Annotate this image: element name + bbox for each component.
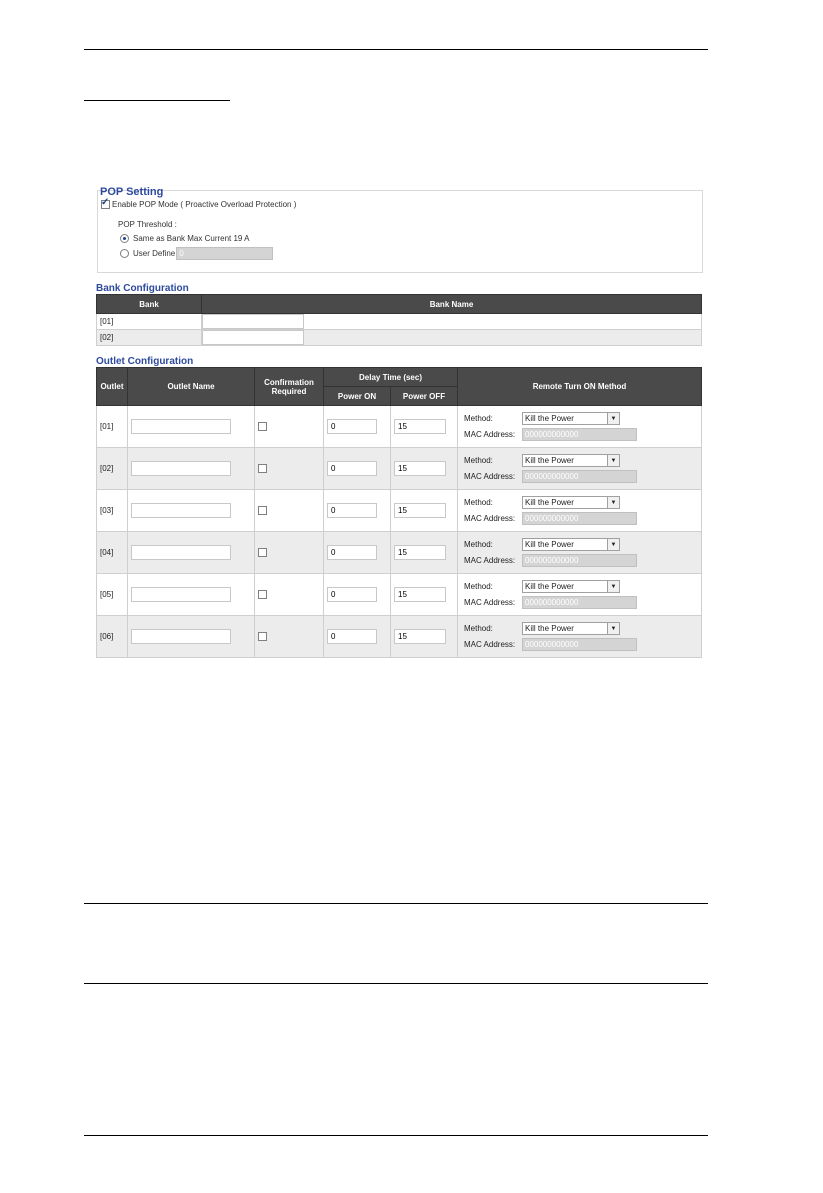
- method-value: Kill the Power: [525, 498, 574, 507]
- method-value: Kill the Power: [525, 414, 574, 423]
- method-label: Method:: [464, 582, 493, 591]
- outlet-name-input[interactable]: [131, 629, 231, 644]
- outlet-header: Outlet: [97, 368, 128, 406]
- power-on-header: Power ON: [324, 387, 391, 406]
- chevron-down-icon: ▼: [607, 413, 619, 424]
- table-row: [97, 616, 702, 658]
- threshold-user-row: [120, 247, 273, 260]
- mac-label: MAC Address:: [464, 514, 516, 523]
- threshold-user-input[interactable]: 0: [176, 247, 273, 260]
- power-on-input[interactable]: 0: [327, 545, 377, 560]
- remote-method-header: Remote Turn ON Method: [458, 368, 702, 406]
- pop-threshold-label: POP Threshold :: [118, 220, 177, 229]
- bank-id: [02]: [97, 330, 202, 346]
- confirmation-checkbox[interactable]: [258, 464, 267, 473]
- method-select[interactable]: [522, 496, 620, 509]
- power-off-input[interactable]: 15: [394, 545, 446, 560]
- mac-label: MAC Address:: [464, 556, 516, 565]
- method-label: Method:: [464, 624, 493, 633]
- confirmation-checkbox[interactable]: [258, 590, 267, 599]
- confirmation-header: Confirmation Required: [255, 368, 324, 406]
- bank-name-input[interactable]: [202, 314, 304, 329]
- bank-header: Bank: [97, 295, 202, 314]
- power-on-input[interactable]: 0: [327, 461, 377, 476]
- power-off-input[interactable]: 15: [394, 461, 446, 476]
- method-select[interactable]: [522, 622, 620, 635]
- chevron-down-icon: ▼: [607, 497, 619, 508]
- power-off-input[interactable]: 15: [394, 419, 446, 434]
- method-select[interactable]: [522, 580, 620, 593]
- power-off-header: Power OFF: [391, 387, 458, 406]
- outlet-id: [01]: [97, 406, 128, 448]
- enable-pop-row: [101, 200, 296, 209]
- table-row: [97, 532, 702, 574]
- method-value: Kill the Power: [525, 456, 574, 465]
- table-row: [97, 406, 702, 448]
- threshold-same-label: Same as Bank Max Current 19 A: [133, 234, 250, 243]
- enable-pop-checkbox[interactable]: [101, 200, 110, 209]
- bank-table: [96, 294, 702, 346]
- power-off-input[interactable]: 15: [394, 587, 446, 602]
- mac-address-input[interactable]: 000000000000: [522, 428, 637, 441]
- threshold-same-radio[interactable]: [120, 234, 129, 243]
- mac-label: MAC Address:: [464, 640, 516, 649]
- note-rule-top: [84, 903, 708, 904]
- power-on-input[interactable]: 0: [327, 629, 377, 644]
- outlet-name-input[interactable]: [131, 503, 231, 518]
- outlet-config-title: Outlet Configuration: [96, 356, 194, 367]
- outlet-table: [96, 367, 702, 658]
- bank-name-input[interactable]: [202, 330, 304, 345]
- mac-label: MAC Address:: [464, 598, 516, 607]
- power-on-input[interactable]: 0: [327, 503, 377, 518]
- mac-address-input[interactable]: 000000000000: [522, 638, 637, 651]
- outlet-name-input[interactable]: [131, 419, 231, 434]
- method-value: Kill the Power: [525, 540, 574, 549]
- threshold-user-radio[interactable]: [120, 249, 129, 258]
- confirmation-checkbox[interactable]: [258, 506, 267, 515]
- pop-setting-title: POP Setting: [100, 186, 164, 198]
- threshold-same-row: [120, 234, 250, 243]
- table-row: [97, 574, 702, 616]
- outlet-id: [03]: [97, 490, 128, 532]
- mac-address-input[interactable]: 000000000000: [522, 470, 637, 483]
- method-label: Method:: [464, 414, 493, 423]
- mac-address-input[interactable]: 000000000000: [522, 596, 637, 609]
- outlet-name-input[interactable]: [131, 461, 231, 476]
- method-label: Method:: [464, 498, 493, 507]
- power-on-input[interactable]: 0: [327, 587, 377, 602]
- mac-label: MAC Address:: [464, 472, 516, 481]
- mac-label: MAC Address:: [464, 430, 516, 439]
- bank-name-header: Bank Name: [202, 295, 702, 314]
- outlet-id: [05]: [97, 574, 128, 616]
- method-select[interactable]: [522, 454, 620, 467]
- method-select[interactable]: [522, 412, 620, 425]
- table-row: [97, 448, 702, 490]
- chevron-down-icon: ▼: [607, 581, 619, 592]
- method-select[interactable]: [522, 538, 620, 551]
- table-row: [97, 314, 702, 330]
- power-off-input[interactable]: 15: [394, 629, 446, 644]
- method-label: Method:: [464, 456, 493, 465]
- outlet-id: [06]: [97, 616, 128, 658]
- chevron-down-icon: ▼: [607, 539, 619, 550]
- threshold-user-label: User Define: [133, 249, 176, 258]
- table-row: [97, 490, 702, 532]
- chevron-down-icon: ▼: [607, 455, 619, 466]
- confirmation-checkbox[interactable]: [258, 548, 267, 557]
- power-off-input[interactable]: 15: [394, 503, 446, 518]
- table-row: [97, 330, 702, 346]
- enable-pop-label: Enable POP Mode ( Proactive Overload Protection ): [112, 200, 297, 209]
- outlet-name-input[interactable]: [131, 545, 231, 560]
- chevron-down-icon: ▼: [607, 623, 619, 634]
- outlet-name-header: Outlet Name: [128, 368, 255, 406]
- method-label: Method:: [464, 540, 493, 549]
- mac-address-input[interactable]: 000000000000: [522, 554, 637, 567]
- mac-address-input[interactable]: 000000000000: [522, 512, 637, 525]
- bank-config-title: Bank Configuration: [96, 283, 189, 294]
- delay-time-header: Delay Time (sec): [324, 368, 458, 387]
- confirmation-checkbox[interactable]: [258, 422, 267, 431]
- outlet-id: [02]: [97, 448, 128, 490]
- power-on-input[interactable]: 0: [327, 419, 377, 434]
- note-rule-bottom: [84, 983, 708, 984]
- confirmation-checkbox[interactable]: [258, 632, 267, 641]
- footer-rule: [84, 1135, 708, 1136]
- outlet-name-input[interactable]: [131, 587, 231, 602]
- bank-id: [01]: [97, 314, 202, 330]
- outlet-id: [04]: [97, 532, 128, 574]
- method-value: Kill the Power: [525, 582, 574, 591]
- method-value: Kill the Power: [525, 624, 574, 633]
